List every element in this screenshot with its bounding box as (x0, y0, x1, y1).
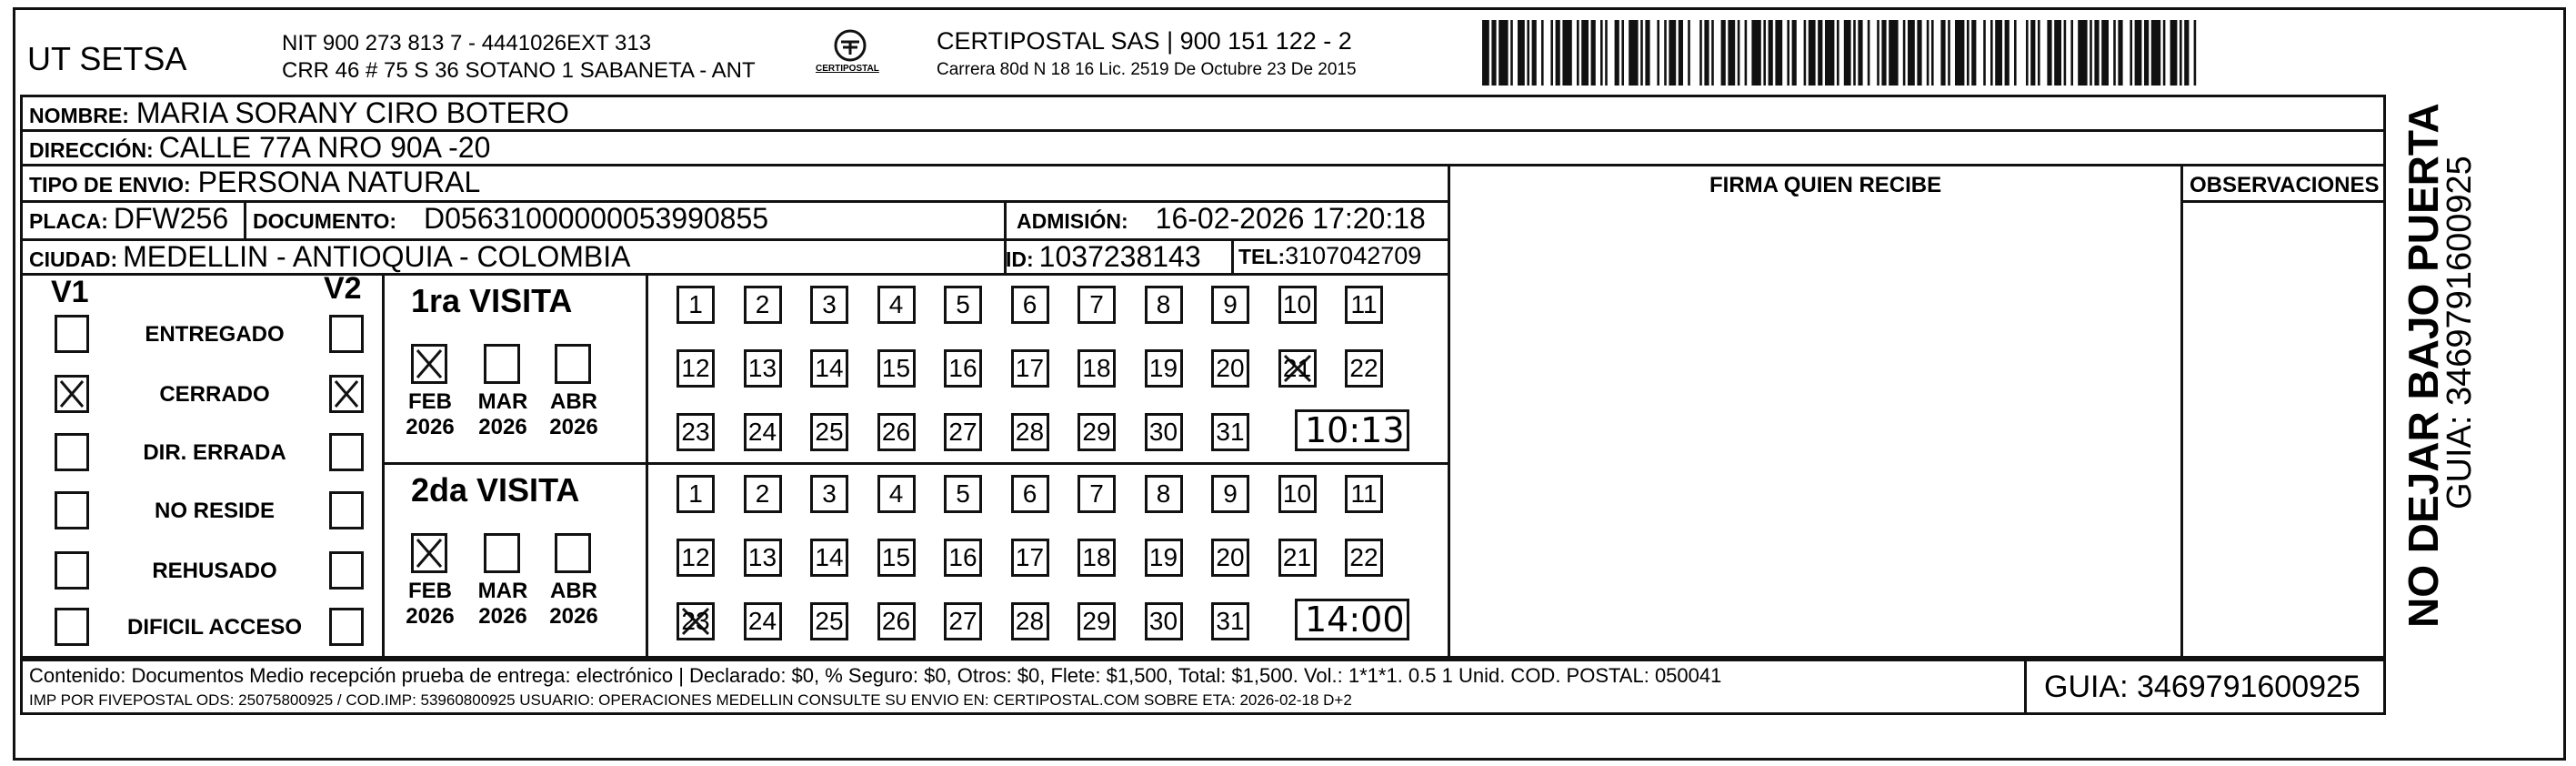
firma-label: FIRMA QUIEN RECIBE (1709, 173, 1942, 197)
barcode-bar (1721, 20, 1726, 86)
month-label: FEB (408, 579, 452, 603)
certipostal-logo (814, 25, 887, 84)
admission-label: ADMISIÓN: (1017, 209, 1128, 233)
month-checkbox[interactable] (484, 344, 520, 384)
status-option-label: ENTREGADO (145, 322, 285, 347)
day-box[interactable]: 11 (1345, 286, 1383, 324)
barcode-bar (1745, 20, 1748, 86)
col-divider (1448, 164, 1450, 659)
day-box[interactable]: 31 (1211, 602, 1249, 640)
barcode-bar (1600, 20, 1603, 86)
day-box[interactable]: 20 (1211, 539, 1249, 577)
barcode-bar (1990, 20, 1993, 86)
id-row (1006, 240, 1201, 274)
barcode-bar (1645, 20, 1649, 86)
v1-label: V1 (51, 275, 89, 309)
v1-checkbox[interactable] (55, 375, 89, 413)
barcode-bar (1629, 20, 1638, 86)
day-box[interactable]: 16 (944, 349, 982, 388)
company-name: UT SETSA (27, 40, 187, 77)
barcode-bar (2170, 20, 2178, 86)
barcode-bar (1940, 20, 1945, 86)
day-box[interactable]: 14 (810, 349, 848, 388)
day-box[interactable]: 16 (944, 539, 982, 577)
barcode-bar (2163, 20, 2166, 86)
barcode-bar (1699, 20, 1702, 86)
x-mark-icon (332, 378, 361, 410)
barcode-bar (1931, 20, 1934, 86)
day-box[interactable]: 2 (744, 286, 782, 324)
day-box[interactable]: 13 (744, 539, 782, 577)
barcode (1482, 20, 2210, 86)
barcode-bar (1889, 20, 1898, 86)
admission-value: 16-02-2026 17:20:18 (1155, 202, 1426, 235)
v1-checkbox[interactable] (55, 315, 89, 353)
guia-box-text: GUIA: 3469791600925 (2044, 670, 2360, 704)
id-label: ID: (1006, 247, 1034, 271)
barcode-bar (1769, 20, 1773, 86)
barcode-bar (1858, 20, 1862, 86)
barcode-bar (2070, 20, 2073, 86)
barcode-bar (2130, 20, 2132, 86)
month-label: MAR (477, 389, 528, 414)
day-box[interactable]: 4 (877, 286, 916, 324)
day-box[interactable]: 3 (810, 475, 848, 513)
month-year: 2026 (406, 415, 455, 439)
day-box[interactable]: 21 (1278, 539, 1317, 577)
barcode-bar (2054, 20, 2061, 86)
day-box[interactable]: 15 (877, 349, 916, 388)
barcode-bar (1948, 20, 1950, 86)
day-box[interactable]: 8 (1145, 286, 1183, 324)
nit-line: NIT 900 273 813 7 - 4441026EXT 313 (282, 31, 652, 55)
day-box[interactable]: 6 (1011, 475, 1049, 513)
barcode-bar (1527, 20, 1529, 86)
barcode-bar (2135, 20, 2142, 86)
id-value: 1037238143 (1038, 240, 1201, 273)
status-option-label: DIFICIL ACCESO (126, 615, 302, 640)
city-value: MEDELLIN - ANTIOQUIA - COLOMBIA (123, 240, 631, 273)
barcode-bar (2094, 20, 2099, 86)
barcode-bar (1804, 20, 1807, 86)
x-mark-icon (414, 347, 445, 381)
month-label: FEB (408, 389, 452, 414)
day-box[interactable]: 20 (1211, 349, 1249, 388)
barcode-bar (1640, 20, 1643, 86)
document-row (253, 202, 768, 236)
barcode-bar (2101, 20, 2109, 86)
document-label: DOCUMENTO: (253, 209, 397, 233)
barcode-bar (1711, 20, 1714, 86)
barcode-bar (2047, 20, 2051, 86)
month-label: ABR (550, 579, 597, 603)
barcode-bar (1908, 20, 1915, 86)
barcode-bar (2118, 20, 2122, 86)
visit2-title: 2da VISITA (411, 471, 580, 509)
day-box[interactable]: 28 (1011, 602, 1049, 640)
status-option-label: CERRADO (159, 382, 270, 407)
day-box[interactable]: 19 (1145, 539, 1183, 577)
tel-label: TEL: (1238, 245, 1286, 268)
barcode-bar (1510, 20, 1513, 86)
barcode-bar (1669, 20, 1676, 86)
barcode-bar (1541, 20, 1544, 86)
day-box[interactable]: 25 (810, 413, 848, 451)
day-box[interactable]: 27 (944, 413, 982, 451)
day-box[interactable]: 5 (944, 475, 982, 513)
barcode-bar (1704, 20, 1709, 86)
barcode-bar (2194, 20, 2197, 86)
no-dejar-bajo-puerta: NO DEJAR BAJO PUERTA (2400, 103, 2447, 628)
day-box[interactable]: 7 (1078, 286, 1116, 324)
barcode-bar (1581, 20, 1589, 86)
v2-checkbox[interactable] (329, 315, 364, 353)
day-box[interactable]: 26 (877, 602, 916, 640)
side-guia: GUIA: 3469791600925 (2441, 156, 2479, 509)
month-year: 2026 (549, 604, 598, 629)
status-option-label: DIR. ERRADA (143, 440, 286, 465)
admission-row (1017, 202, 1426, 236)
imp-line: IMP POR FIVEPOSTAL ODS: 25075800925 / COD.IMP: 53960800925 USUARIO: OPERACIONES MEDELLIN CONSULTE SU ENVIO EN: CERTIPOSTAL.COM SOBRE ETA: 2026-02-18 D+2 (29, 691, 1352, 709)
month-year: 2026 (406, 604, 455, 629)
city-label: CIUDAD: (29, 247, 118, 271)
barcode-bar (1853, 20, 1856, 86)
barcode-bar (1498, 20, 1508, 86)
col-divider (646, 273, 648, 659)
day-box[interactable]: 13 (744, 349, 782, 388)
address-label: DIRECCIÓN: (29, 138, 154, 162)
carrier-line: CERTIPOSTAL SAS | 900 151 122 - 2 (937, 27, 1352, 55)
day-box[interactable]: 14 (810, 539, 848, 577)
x-mark-icon (414, 536, 445, 570)
name-row (29, 96, 569, 130)
barcode-bar (2151, 20, 2160, 86)
tel-value: 3107042709 (1285, 242, 1422, 269)
document-value: D05631000000053990855 (424, 202, 769, 235)
status-option-label: NO RESIDE (154, 499, 276, 523)
footer-col-divider (2024, 659, 2027, 715)
visit2-time: 14:00 (1305, 600, 1405, 640)
barcode-bar (1825, 20, 1834, 86)
visit1-title: 1ra VISITA (411, 282, 573, 319)
day-box[interactable]: 25 (810, 602, 848, 640)
barcode-bar (1562, 20, 1571, 86)
row-divider (2180, 200, 2386, 203)
day-box[interactable]: 3 (810, 286, 848, 324)
day-box[interactable]: 15 (877, 539, 916, 577)
name-label: NOMBRE: (29, 104, 129, 127)
barcode-bar (2078, 20, 2087, 86)
barcode-bar (1927, 20, 1929, 86)
barcode-bar (1491, 20, 1496, 86)
barcode-bar (2113, 20, 2116, 86)
day-box[interactable]: 17 (1011, 349, 1049, 388)
day-number: 23 (681, 607, 710, 635)
month-checkbox[interactable] (411, 533, 447, 573)
barcode-bar (1532, 20, 1537, 86)
col-divider (244, 200, 246, 238)
address-row (29, 131, 490, 165)
day-box[interactable]: 9 (1211, 286, 1249, 324)
visit2-time-box (1295, 599, 1409, 640)
type-label: TIPO DE ENVIO: (29, 173, 191, 197)
v2-checkbox[interactable] (329, 433, 364, 471)
barcode-bar (1550, 20, 1553, 86)
barcode-bar (1577, 20, 1579, 86)
day-box[interactable]: 30 (1145, 602, 1183, 640)
month-checkbox[interactable] (484, 533, 520, 573)
day-box[interactable]: 31 (1211, 413, 1249, 451)
day-box[interactable]: 29 (1078, 602, 1116, 640)
day-box[interactable]: 10 (1278, 286, 1317, 324)
day-box[interactable]: 22 (1345, 349, 1383, 388)
barcode-bar (1482, 20, 1489, 86)
barcode-bar (2090, 20, 2092, 86)
barcode-bar (2064, 20, 2067, 86)
barcode-bar (1877, 20, 1879, 86)
barcode-bar (1664, 20, 1667, 86)
barcode-bar (1657, 20, 1659, 86)
status-option-label: REHUSADO (152, 559, 277, 583)
day-box[interactable]: 17 (1011, 539, 1049, 577)
day-box[interactable]: 24 (744, 413, 782, 451)
v2-checkbox[interactable] (329, 551, 364, 590)
month-year: 2026 (478, 415, 527, 439)
barcode-bar (1615, 20, 1619, 86)
barcode-bar (2030, 20, 2035, 86)
barcode-bar (1763, 20, 1766, 86)
barcode-bar (1983, 20, 1986, 86)
month-checkbox[interactable] (411, 344, 447, 384)
barcode-bar (1518, 20, 1525, 86)
city-row (29, 240, 630, 274)
barcode-bar (1837, 20, 1839, 86)
day-box[interactable]: 22 (1345, 539, 1383, 577)
barcode-bar (1775, 20, 1782, 86)
day-box[interactable]: 18 (1078, 349, 1116, 388)
day-box[interactable]: 24 (744, 602, 782, 640)
day-number: 21 (1282, 354, 1312, 382)
barcode-bar (1728, 20, 1735, 86)
logo-text: CERTIPOSTAL (816, 64, 879, 74)
visit-divider (382, 462, 1448, 465)
day-box[interactable]: 7 (1078, 475, 1116, 513)
day-box[interactable]: 11 (1345, 475, 1383, 513)
month-checkbox[interactable] (555, 344, 591, 384)
day-box[interactable]: 19 (1145, 349, 1183, 388)
day-box[interactable]: 4 (877, 475, 916, 513)
month-year: 2026 (549, 415, 598, 439)
barcode-bar (1818, 20, 1822, 86)
barcode-bar (1967, 20, 1970, 86)
v1-checkbox[interactable] (55, 608, 89, 646)
day-box[interactable]: 28 (1011, 413, 1049, 451)
barcode-bar (1995, 20, 2002, 86)
logo-emblem-icon (814, 25, 887, 84)
barcode-bar (1917, 20, 1921, 86)
day-box[interactable]: 23 (677, 413, 715, 451)
barcode-bar (2184, 20, 2189, 86)
barcode-bar (1868, 20, 1870, 86)
v1-checkbox[interactable] (55, 551, 89, 590)
barcode-bar (2144, 20, 2149, 86)
day-box[interactable]: 29 (1078, 413, 1116, 451)
barcode-bar (1605, 20, 1608, 86)
barcode-bar (1844, 20, 1851, 86)
barcode-bar (2005, 20, 2010, 86)
barcode-bar (1903, 20, 1906, 86)
v2-checkbox[interactable] (329, 491, 364, 529)
plate-label: PLACA: (29, 209, 108, 233)
license-line: Carrera 80d N 18 16 Lic. 2519 De Octubre 23 De 2015 (937, 60, 1357, 79)
address-value: CALLE 77A NRO 90A -20 (158, 131, 491, 164)
day-box[interactable]: 12 (677, 349, 715, 388)
barcode-bar (1738, 20, 1740, 86)
barcode-bar (1621, 20, 1624, 86)
barcode-bar (1679, 20, 1683, 86)
barcode-bar (1591, 20, 1596, 86)
day-box[interactable]: 27 (944, 602, 982, 640)
v2-label: V2 (324, 271, 362, 306)
barcode-bar (1787, 20, 1789, 86)
col-divider (2180, 164, 2183, 659)
v1-checkbox[interactable] (55, 491, 89, 529)
month-label: ABR (550, 389, 597, 414)
day-box[interactable]: 5 (944, 286, 982, 324)
barcode-bar (1792, 20, 1797, 86)
month-label: MAR (477, 579, 528, 603)
barcode-bar (1751, 20, 1760, 86)
day-box[interactable]: 1 (677, 475, 715, 513)
day-box[interactable]: 6 (1011, 286, 1049, 324)
barcode-bar (1955, 20, 1964, 86)
day-box[interactable]: 2 (744, 475, 782, 513)
type-value: PERSONA NATURAL (197, 166, 481, 198)
type-row (29, 166, 480, 199)
barcode-bar (2038, 20, 2040, 86)
v2-checkbox[interactable] (329, 608, 364, 646)
day-box[interactable]: 9 (1211, 475, 1249, 513)
day-box[interactable]: 30 (1145, 413, 1183, 451)
visit1-time-box (1295, 409, 1409, 451)
name-value: MARIA SORANY CIRO BOTERO (135, 96, 569, 129)
tel-row (1238, 242, 1421, 270)
month-checkbox[interactable] (555, 533, 591, 573)
day-box[interactable]: 10 (1278, 475, 1317, 513)
visit1-time: 10:13 (1305, 410, 1405, 450)
month-year: 2026 (478, 604, 527, 629)
barcode-bar (2180, 20, 2182, 86)
x-mark-icon (57, 378, 86, 410)
barcode-bar (1971, 20, 1976, 86)
day-box[interactable] (1278, 349, 1317, 388)
barcode-bar (2014, 20, 2017, 86)
day-box[interactable]: 1 (677, 286, 715, 324)
address-line: CRR 46 # 75 S 36 SOTANO 1 SABANETA - ANT (282, 58, 756, 83)
day-box[interactable]: 26 (877, 413, 916, 451)
day-box[interactable] (677, 602, 715, 640)
barcode-bar (1809, 20, 1816, 86)
col-divider (1231, 238, 1234, 273)
plate-row (29, 202, 228, 236)
v2-checkbox[interactable] (329, 375, 364, 413)
observaciones-label: OBSERVACIONES (2190, 173, 2380, 197)
plate-value: DFW256 (113, 202, 229, 235)
day-box[interactable]: 18 (1078, 539, 1116, 577)
barcode-bar (1688, 20, 1690, 86)
v1-checkbox[interactable] (55, 433, 89, 471)
contents-line: Contenido: Documentos Medio recepción prueba de entrega: electrónico | Declarado: $0, % Seguro: $0, Otros: $0, Flete: $1,500, Total: $1,500. Vol.: 1*1*1. 0.5 1 Unid. COD. POSTAL: 050041 (29, 664, 1722, 687)
barcode-bar (2026, 20, 2029, 86)
col-divider (382, 273, 385, 659)
barcode-bar (1556, 20, 1560, 86)
day-box[interactable]: 12 (677, 539, 715, 577)
day-box[interactable]: 8 (1145, 475, 1183, 513)
barcode-bar (1881, 20, 1886, 86)
